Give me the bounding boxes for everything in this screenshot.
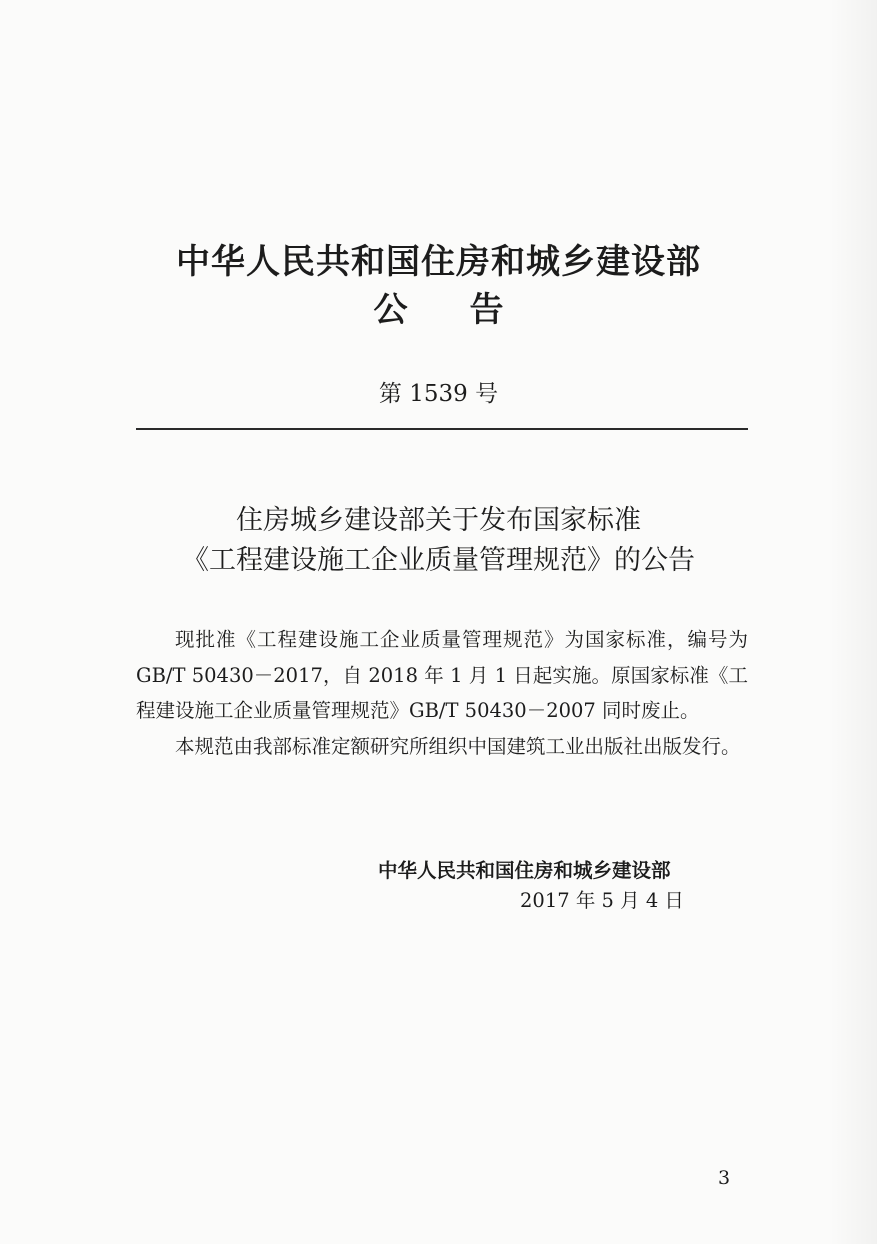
header-divider <box>136 428 748 430</box>
signature-organization: 中华人民共和国住房和城乡建设部 <box>378 859 671 882</box>
body-paragraph-2: 本规范由我部标准定额研究所组织中国建筑工业出版社出版发行。 <box>175 734 741 758</box>
ministry-heading: 中华人民共和国住房和城乡建设部 <box>176 242 701 282</box>
announcement-body <box>136 622 748 764</box>
announcement-title-line-2: 《工程建设施工企业质量管理规范》的公告 <box>182 545 695 576</box>
announcement-title-line-1: 住房城乡建设部关于发布国家标准 <box>236 505 641 536</box>
announcement-number: 第 1539 号 <box>378 381 499 407</box>
body-paragraph-1: 现批准《工程建设施工企业质量管理规范》为国家标准，编号为 GB/T 50430－2017，自 2018 年 1 月 1 日起实施。原国家标准《工程建设施工企业质量管理规范》GB/T 50430－2007 同时废止。 <box>136 628 748 722</box>
announcement-heading: 公告 <box>373 290 566 330</box>
scan-edge-shadow <box>829 0 877 1244</box>
page-number: 3 <box>718 1167 731 1189</box>
signature-date: 2017 年 5 月 4 日 <box>520 889 684 912</box>
